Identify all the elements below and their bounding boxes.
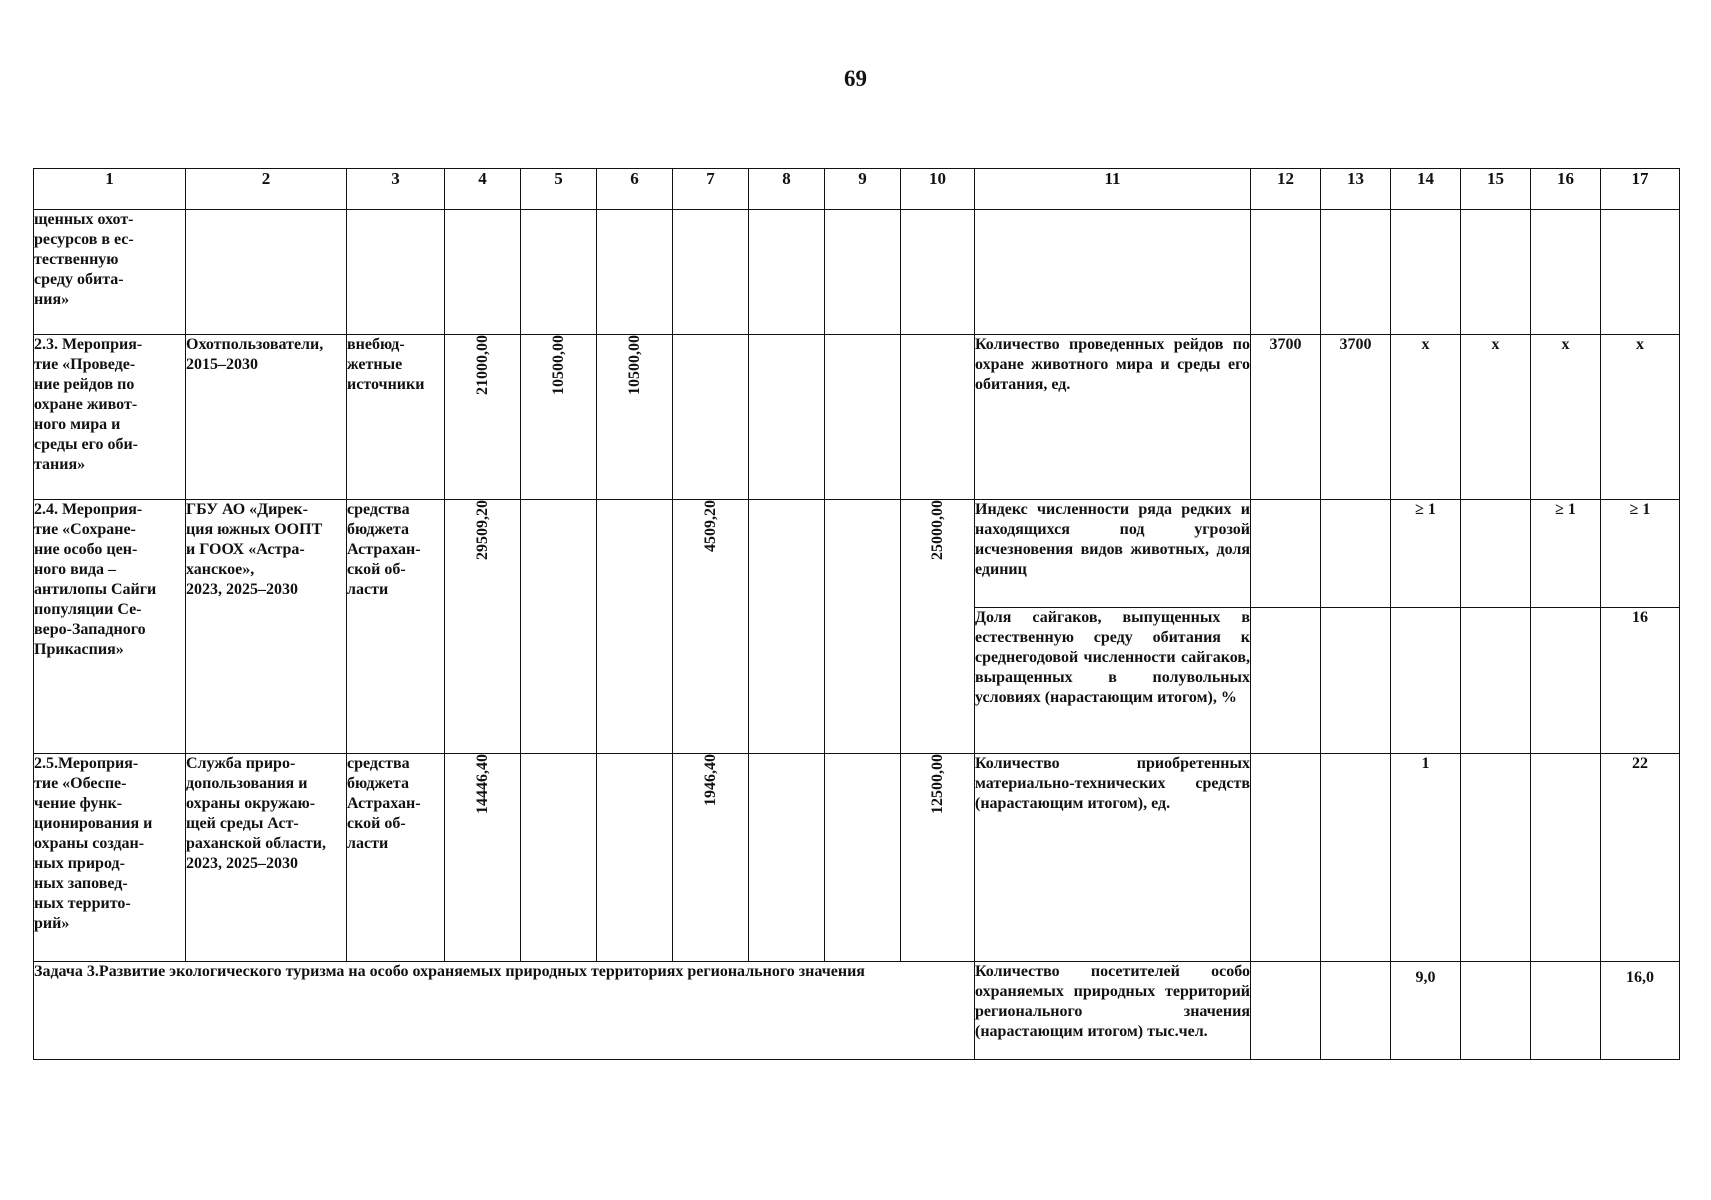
header-cell: 13 [1321, 169, 1391, 210]
empty-cell [1251, 500, 1321, 608]
amount-col7-cell [673, 500, 749, 754]
empty-cell [521, 754, 597, 962]
header-cell: 4 [445, 169, 521, 210]
header-cell: 12 [1251, 169, 1321, 210]
empty-cell [1391, 210, 1461, 335]
indicator-name: Индекс численности ряда редких и находящихся под угрозой исчезновения видов животных, доля единиц [975, 500, 1251, 608]
indicator-value: ≥ 1 [1601, 500, 1680, 608]
table-row [34, 500, 1680, 608]
amount-total: 21000,00 [473, 335, 491, 395]
empty-cell [1531, 210, 1601, 335]
executor: ГБУ АО «Дирек- ция южных ООПТ и ГООХ «Астра- ханское», 2023, 2025–2030 [186, 500, 347, 754]
header-cell: 14 [1391, 169, 1461, 210]
empty-cell [901, 335, 975, 500]
indicator-value: 3700 [1321, 335, 1391, 500]
amount-col6-cell [597, 335, 673, 500]
activity-name: щенных охот- ресурсов в ес- тественную среду обита- ния» [34, 210, 186, 335]
header-cell: 1 [34, 169, 186, 210]
empty-cell [1251, 608, 1321, 754]
indicator-name: Количество посетителей особо охраняемых природных территорий регионального значения (нарастающим итогом) тыс.чел. [975, 962, 1251, 1060]
empty-cell [749, 500, 825, 754]
empty-cell [901, 210, 975, 335]
amount-total-cell [445, 335, 521, 500]
task-heading: Задача 3.Развитие экологического туризма на особо охраняемых природных территориях регионального значения [34, 962, 975, 1060]
empty-cell [1461, 754, 1531, 962]
amount-col5-cell [521, 335, 597, 500]
empty-cell [1601, 210, 1680, 335]
amount-col6: 10500,00 [625, 335, 643, 395]
empty-cell [1461, 608, 1531, 754]
indicator-value: х [1531, 335, 1601, 500]
empty-cell [1531, 754, 1601, 962]
indicator-name: Количество проведенных рейдов по охране животного мира и среды его обитания, ед. [975, 335, 1251, 500]
column-number-header [34, 169, 1680, 210]
header-cell: 11 [975, 169, 1251, 210]
activity-name: 2.3. Мероприя- тие «Проведе- ние рейдов по охране живот- ного мира и среды его оби- тания» [34, 335, 186, 500]
empty-cell [749, 754, 825, 962]
amount-col10-cell [901, 754, 975, 962]
empty-cell [521, 500, 597, 754]
executor: Служба приро- допользования и охраны окружаю- щей среды Аст- раханской области, 2023, 2025–2030 [186, 754, 347, 962]
empty-cell [445, 210, 521, 335]
funding-source: средства бюджета Астрахан- ской об- ласти [347, 754, 445, 962]
funding-source: внебюд- жетные источники [347, 335, 445, 500]
empty-cell [1391, 608, 1461, 754]
empty-cell [1251, 962, 1321, 1060]
table-row [34, 210, 1680, 335]
amount-col7: 4509,20 [701, 500, 719, 552]
amount-total-cell [445, 500, 521, 754]
amount-col7-cell [673, 754, 749, 962]
activity-name: 2.5.Мероприя- тие «Обеспе- чение функ- ционирования и охраны создан- ных природ- ных заповед- ных террито- рий» [34, 754, 186, 962]
amount-total: 29509,20 [473, 500, 491, 560]
amount-col7: 1946,40 [701, 754, 719, 806]
indicator-value: х [1461, 335, 1531, 500]
executor: Охотпользователи, 2015–2030 [186, 335, 347, 500]
empty-cell [673, 335, 749, 500]
page-number: 69 [844, 66, 867, 91]
empty-cell [1531, 608, 1601, 754]
empty-cell [673, 210, 749, 335]
empty-cell [521, 210, 597, 335]
amount-total: 14446,40 [473, 754, 491, 814]
header-cell: 2 [186, 169, 347, 210]
empty-cell [825, 335, 901, 500]
indicator-value: 16,0 [1601, 962, 1680, 1060]
header-cell: 17 [1601, 169, 1680, 210]
indicator-value: ≥ 1 [1531, 500, 1601, 608]
empty-cell [597, 754, 673, 962]
indicator-value: 1 [1391, 754, 1461, 962]
empty-cell [1321, 210, 1391, 335]
empty-cell [1461, 962, 1531, 1060]
indicator-name: Доля сайгаков, выпущенных в естественную среду обитания к среднегодовой численности сайгаков, выращенных в полувольных условиях (нарастающим итогом), % [975, 608, 1251, 754]
activity-name: 2.4. Мероприя- тие «Сохране- ние особо цен- ного вида – антилопы Сайги популяции Се- веро-Западного Прикаспия» [34, 500, 186, 754]
empty-cell [1251, 210, 1321, 335]
header-cell: 3 [347, 169, 445, 210]
empty-cell [186, 210, 347, 335]
empty-cell [825, 500, 901, 754]
amount-total-cell [445, 754, 521, 962]
empty-cell [1461, 210, 1531, 335]
empty-cell [749, 210, 825, 335]
header-cell: 7 [673, 169, 749, 210]
funding-source: средства бюджета Астрахан- ской об- ласти [347, 500, 445, 754]
indicator-value: х [1601, 335, 1680, 500]
indicator-value: 3700 [1251, 335, 1321, 500]
table-row [34, 754, 1680, 962]
table-row [34, 335, 1680, 500]
header-cell: 16 [1531, 169, 1601, 210]
header-cell: 6 [597, 169, 673, 210]
empty-cell [1321, 754, 1391, 962]
empty-cell [825, 754, 901, 962]
empty-cell [1531, 962, 1601, 1060]
header-cell: 8 [749, 169, 825, 210]
empty-cell [597, 500, 673, 754]
header-cell: 15 [1461, 169, 1531, 210]
header-cell: 5 [521, 169, 597, 210]
empty-cell [1321, 608, 1391, 754]
amount-col10: 25000,00 [928, 500, 946, 560]
empty-cell [347, 210, 445, 335]
indicator-value: ≥ 1 [1391, 500, 1461, 608]
empty-cell [749, 335, 825, 500]
empty-cell [1461, 500, 1531, 608]
table-row [34, 962, 1680, 1060]
indicator-value: х [1391, 335, 1461, 500]
indicator-name: Количество приобретенных материально-технических средств (нарастающим итогом), ед. [975, 754, 1251, 962]
header-cell: 10 [901, 169, 975, 210]
header-cell: 9 [825, 169, 901, 210]
empty-cell [1321, 962, 1391, 1060]
empty-cell [1321, 500, 1391, 608]
indicator-value: 16 [1601, 608, 1680, 754]
amount-col5: 10500,00 [549, 335, 567, 395]
indicator-value: 22 [1601, 754, 1680, 962]
indicator-value: 9,0 [1391, 962, 1461, 1060]
empty-cell [825, 210, 901, 335]
empty-cell [597, 210, 673, 335]
program-activities-table [33, 168, 1680, 1060]
empty-cell [975, 210, 1251, 335]
empty-cell [1251, 754, 1321, 962]
amount-col10-cell [901, 500, 975, 754]
amount-col10: 12500,00 [928, 754, 946, 814]
